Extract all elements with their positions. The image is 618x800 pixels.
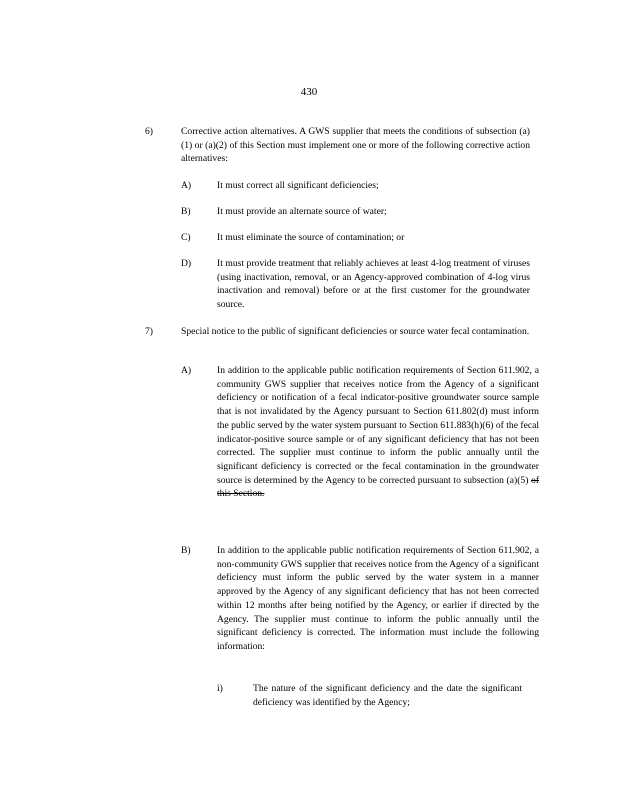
subitem-7b-i bbox=[217, 682, 522, 712]
subitem-7b bbox=[181, 544, 539, 672]
subitem-text: In addition to the applicable public notification requirements of Section 611.902, a non-community GWS supplier that receives notice from the Agency of a significant deficiency must inform the public served by the water system in a manner approved by the Agency of any significant deficiency that has not been corrected within 12 months after being notified by the Agency, or earlier if directed by the Agency. The supplier must continue to inform the public annually until the significant deficiency is corrected. The information must include the following information: bbox=[217, 545, 539, 652]
item-7 bbox=[145, 325, 530, 355]
subitem-text bbox=[217, 364, 539, 501]
page-number: 430 bbox=[300, 86, 318, 98]
subitem-7a bbox=[181, 364, 539, 534]
subitem-text: It must provide an alternate source of water; bbox=[217, 206, 387, 217]
subitem-marker: C) bbox=[181, 232, 191, 243]
subitem-marker: A) bbox=[181, 365, 192, 376]
subitem-text: It must correct all significant deficiencies; bbox=[217, 180, 379, 191]
subitem-6c bbox=[181, 231, 530, 246]
subitem-text-body: In addition to the applicable public notification requirements of Section 611.902, a community GWS supplier that receives notice from the Agency of a significant deficiency or notification of a fecal indicator-positive groundwater source sample that is not invalidated by the Agency pursuant to Section 611.802(d) must inform the public served by the water system pursuant to Section 611.883(h)(6) of the fecal indicator-positive source sample or of any significant deficiency that has not been corrected. The supplier must continue to inform the public annually until the significant deficiency is corrected or the fecal contamination in the groundwater source is determined by the Agency to be corrected pursuant to subsection (a)(5) bbox=[217, 365, 540, 486]
subitem-marker: D) bbox=[181, 258, 192, 269]
subitem-marker: B) bbox=[181, 206, 191, 217]
subitem-6a bbox=[181, 179, 530, 194]
subitem-6b bbox=[181, 205, 530, 220]
item-marker: 6) bbox=[145, 126, 153, 137]
subitem-marker: A) bbox=[181, 180, 192, 191]
subitem-marker: B) bbox=[181, 545, 191, 556]
item-marker: 7) bbox=[145, 326, 153, 337]
deleted-text: of this Section. bbox=[217, 474, 540, 500]
item-text: Special notice to the public of significant deficiencies or source water fecal contamination. bbox=[181, 326, 530, 337]
subitem-text: The nature of the significant deficiency and the date the significant deficiency was identified by the Agency; bbox=[253, 683, 522, 708]
item-6 bbox=[145, 125, 530, 170]
subitem-text: It must provide treatment that reliably achieves at least 4-log treatment of viruses (using inactivation, removal, or an Agency-approved combination of 4-log virus inactivation and removal) before or at the first customer for the groundwater source. bbox=[217, 258, 530, 311]
item-text: Corrective action alternatives. A GWS supplier that meets the conditions of subsection (a)(1) or (a)(2) of this Section must implement one or more of the following corrective action alternatives: bbox=[181, 126, 530, 165]
subitem-text: It must eliminate the source of contamination; or bbox=[217, 232, 405, 243]
subitem-6d bbox=[181, 257, 530, 315]
subitem-marker: i) bbox=[217, 683, 223, 694]
